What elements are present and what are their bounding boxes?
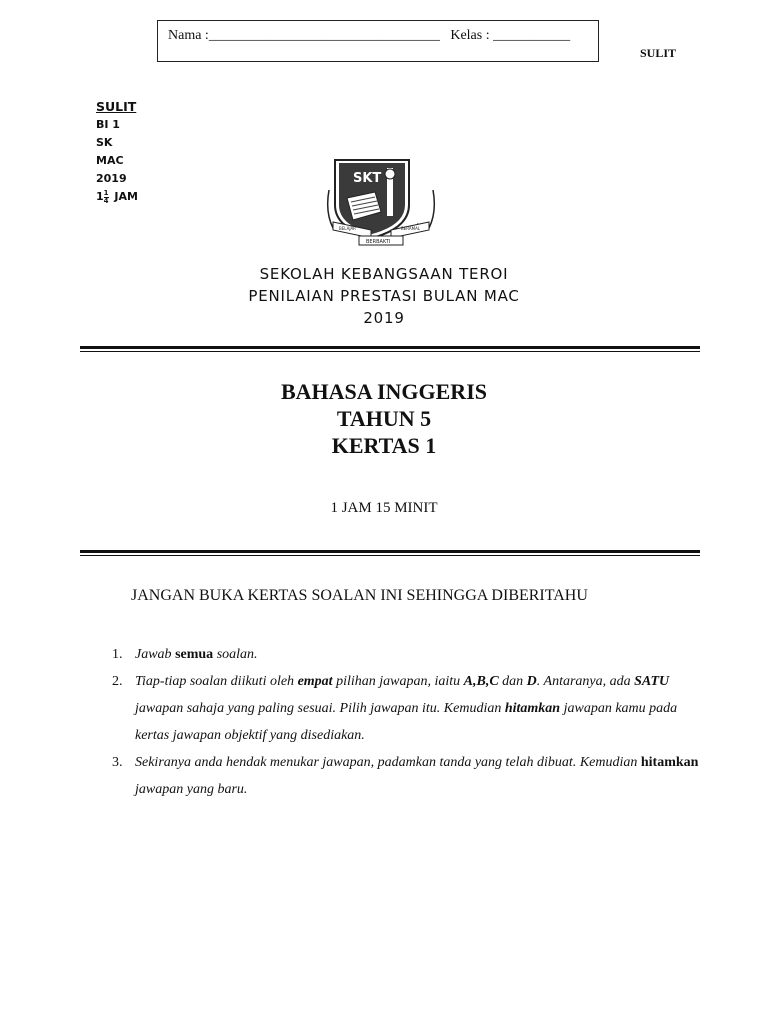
class-blank: ___________: [493, 28, 571, 43]
fraction-numerator: 1: [103, 188, 109, 197]
instruction-text: jawapan yang baru.: [135, 782, 248, 797]
instruction-bold: hitamkan: [504, 701, 561, 716]
instruction-bold: empat: [297, 674, 333, 689]
instruction-text: . Antaranya, ada: [536, 674, 635, 689]
instruction-bold: hitamkan: [640, 755, 699, 770]
subject-heading: [0, 378, 768, 459]
meta-sulit: SULIT: [96, 99, 137, 114]
instruction-text: Sekiranya anda hendak menukar jawapan, padamkan tanda yang telah dibuat. Kemudian: [135, 755, 641, 770]
instruction-bold: D: [526, 674, 537, 689]
subject-paper: KERTAS 1: [331, 433, 437, 458]
instructions-list: [112, 641, 712, 803]
instruction-text: Tiap-tiap soalan diikuti oleh: [135, 674, 298, 689]
instruction-text: dan: [498, 674, 527, 689]
do-not-open-warning: JANGAN BUKA KERTAS SOALAN INI SEHINGGA DIBERITAHU: [131, 587, 588, 604]
meta-year: 2019: [96, 172, 127, 185]
divider-top: [80, 346, 700, 352]
instruction-number: 3.: [112, 755, 123, 770]
instruction-bold: A,B,C: [463, 674, 499, 689]
instruction-text: jawapan kamu pada kertas jawapan objektif yang disediakan.: [135, 701, 678, 743]
school-crest-logo: [325, 150, 437, 250]
ribbon-right-text: BERAMAL: [401, 226, 421, 231]
instruction-number: 1.: [112, 647, 123, 662]
paper-meta: [96, 98, 138, 206]
assessment-name: PENILAIAN PRESTASI BULAN MAC: [248, 287, 520, 305]
instruction-bold: semua: [175, 647, 214, 662]
meta-duration-unit: JAM: [114, 190, 138, 203]
meta-duration-fraction: [104, 190, 109, 205]
divider-bottom: [80, 550, 700, 556]
sulit-top-right: SULIT: [640, 46, 677, 60]
meta-month: MAC: [96, 154, 124, 167]
instruction-item: [112, 668, 712, 749]
subject-year: TAHUN 5: [336, 406, 432, 431]
instruction-number: 2.: [112, 674, 123, 689]
meta-code: BI 1: [96, 118, 120, 131]
instruction-text: jawapan sahaja yang paling sesuai. Pilih jawapan itu. Kemudian: [135, 701, 505, 716]
instruction-text: pilihan jawapan, iaitu: [332, 674, 464, 689]
school-heading: [0, 263, 768, 329]
meta-level: SK: [96, 136, 113, 149]
name-blank: _________________________________: [208, 28, 440, 43]
instruction-text: soalan.: [213, 647, 258, 662]
instruction-item: [112, 749, 712, 803]
class-label: Kelas :: [450, 28, 490, 43]
school-name: SEKOLAH KEBANGSAAN TEROI: [259, 265, 509, 283]
ribbon-bottom-text: BERBAKTI: [366, 239, 391, 245]
name-class-box: [157, 20, 599, 62]
assessment-year: 2019: [363, 309, 405, 327]
logo-initials: SKT: [353, 171, 382, 186]
meta-duration: [96, 188, 138, 206]
instruction-text: Jawab: [135, 647, 176, 662]
fraction-denominator: 4: [103, 196, 109, 205]
ribbon-left-text: BELAJAR: [339, 226, 356, 231]
exam-duration: 1 JAM 15 MINIT: [330, 500, 438, 516]
meta-duration-whole: 1: [96, 190, 104, 203]
instruction-bold: SATU: [634, 674, 670, 689]
name-label: Nama :: [168, 28, 209, 43]
instruction-item: [112, 641, 712, 668]
subject-name: BAHASA INGGERIS: [280, 379, 487, 404]
